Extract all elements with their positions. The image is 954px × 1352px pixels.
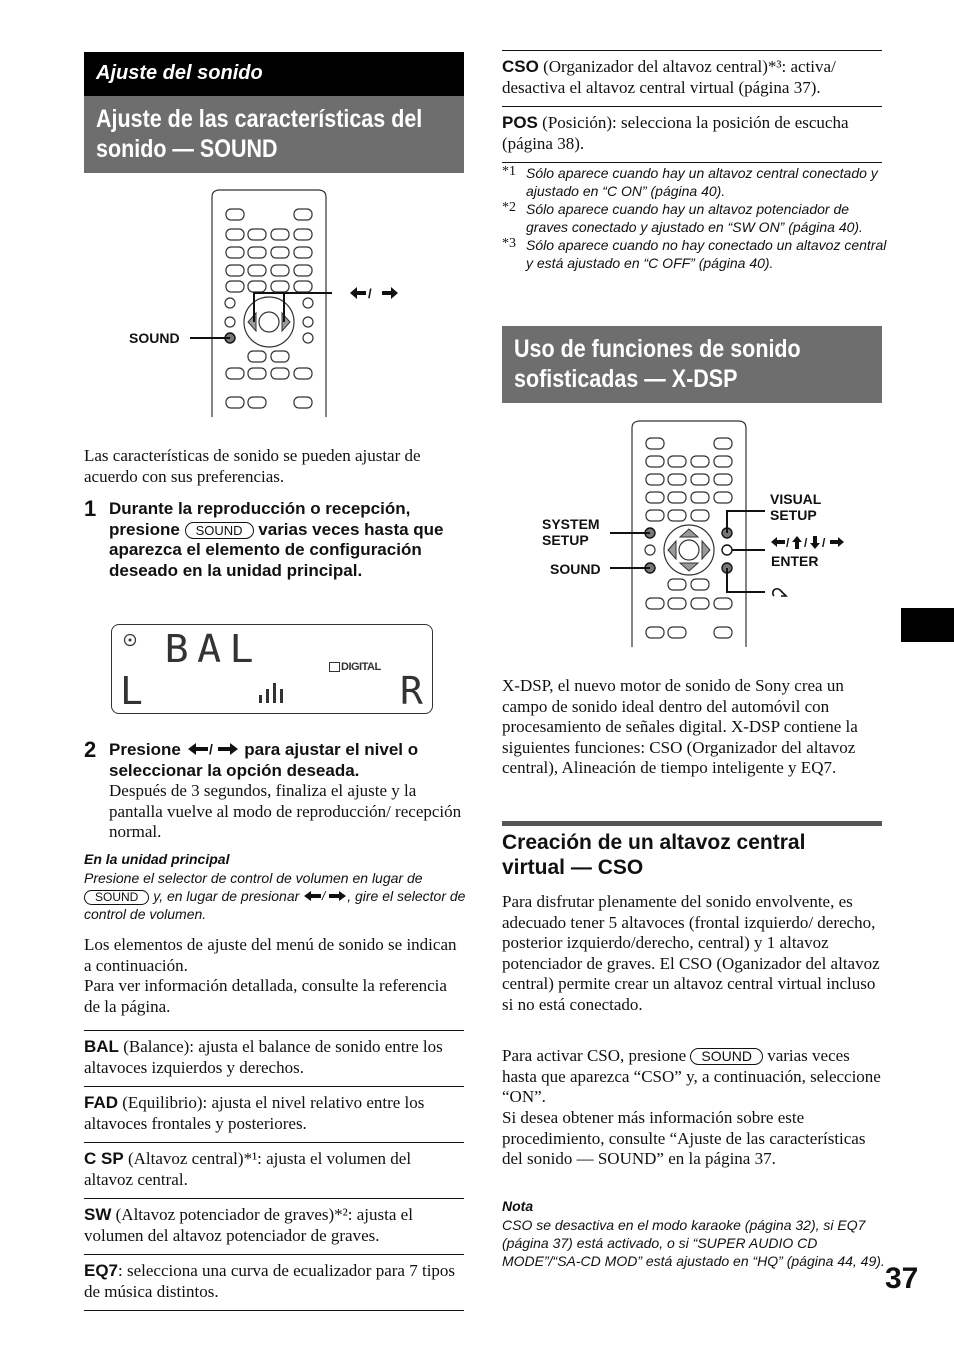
intro-text: Las características de sonido se pueden ajustar de acuerdo con sus preferencias.: [84, 446, 421, 486]
nota-text: CSO se desactiva en el modo karaoke (página 32), si EQ7 (página 37) está activado, o si “SUPER AUDIO CD MODE”/“SA-CD MOD” está ajustado en “HQ” (página 44, 49).: [502, 1217, 885, 1269]
label-line: SETUP: [542, 532, 589, 548]
footnote: [502, 236, 887, 272]
svg-text:/: /: [368, 286, 372, 301]
cso-paragraph-1: Para disfrutar plenamente del sonido envolvente, es adecuado tener 5 altavoces (frontal izquierdo/ derecho, posterior izquierdo/derecho, central) y 1 altavoz potenciador de graves. El CSO (Oganizador del altavoz central) permite crear un altavoz central virtual incluso si no está conectado.: [502, 892, 880, 1014]
step-number: 1: [84, 496, 97, 521]
list-item: [84, 1030, 464, 1086]
footnotes: [502, 164, 887, 272]
subheading-line: Creación de un altavoz central: [502, 831, 806, 854]
footnote-text: Sólo aparece cuando no hay conectado un altavoz central y está ajustado en “C OFF” (página 40).: [526, 237, 887, 271]
item-desc: (Balance): ajusta el balance de sonido entre los altavoces izquierdos y derechos.: [84, 1037, 443, 1077]
heading-line: Uso de funciones de sonido: [514, 335, 801, 363]
sound-key: SOUND: [84, 890, 149, 905]
step-2-post: para ajustar el nivel o seleccionar la opción deseada.: [109, 740, 419, 780]
list-item: [84, 1142, 464, 1198]
nota-title: Nota: [502, 1198, 534, 1214]
digital-text: DIGITAL: [341, 661, 381, 673]
note-text: [84, 869, 469, 923]
remote-illustration-xdsp: [600, 418, 880, 650]
item-desc: (Posición): selecciona la posición de escucha (página 38).: [502, 113, 849, 153]
cso-paragraph-3: Si desea obtener más información sobre este procedimiento, consulte “Ajuste de las características del sonido — SOUND” en la página 37.: [502, 1108, 866, 1168]
note-pre: Presione el selector de control de volumen en lugar de: [84, 870, 423, 886]
step-1-post: varias veces hasta que aparezca el elemento de configuración deseado en la unidad principal.: [109, 519, 444, 580]
list-item: [84, 1198, 464, 1254]
xdsp-description: X-DSP, el nuevo motor de sonido de Sony crea un campo de sonido ideal dentro del automóvil con procesamiento de señales digital. X-DSP contiene la siguientes funciones: CSO (Organizador del altavoz central), Alineación de tiempo inteligente y EQ7.: [502, 676, 858, 777]
svg-text:/: /: [786, 536, 790, 550]
svg-text:/: /: [804, 536, 808, 550]
items-intro-2: Para ver información detallada, consulte la referencia de la página.: [84, 976, 447, 1016]
item-desc: (Organizador del altavoz central)*³: activa/ desactiva el altavoz central virtual (página 37).: [502, 57, 836, 97]
item-key: EQ7: [84, 1261, 119, 1280]
footnote: [502, 164, 887, 200]
display-text: BAL: [164, 627, 262, 671]
list-item: [84, 1086, 464, 1142]
sound-items-list-continued: [502, 50, 882, 163]
item-desc: (Altavoz potenciador de graves)*²: ajusta el volumen del altavoz potenciador de graves.: [84, 1205, 413, 1245]
step-2-detail: Después de 3 segundos, finaliza el ajuste y la pantalla vuelve al modo de reproducción/ recepción normal.: [109, 781, 462, 841]
item-key: C SP: [84, 1149, 124, 1168]
list-item: [84, 1254, 464, 1310]
section-heading-xdsp: [502, 326, 882, 403]
footnote-mark: *3: [502, 236, 516, 251]
note-title: En la unidad principal: [84, 851, 230, 867]
step-1-pre: Durante la reproducción o recepción, presione: [109, 499, 411, 539]
cso-p2-pre: Para activar CSO, presione: [502, 1046, 687, 1065]
item-desc: (Equilibrio): ajusta el nivel relativo entre los altavoces frontales y posteriores.: [84, 1093, 425, 1133]
display-right-letter: R: [400, 669, 423, 713]
label-line: VISUAL: [770, 491, 822, 507]
remote-illustration-sound: [120, 185, 420, 420]
item-key: SW: [84, 1205, 112, 1224]
footnote-text: Sólo aparece cuando hay un altavoz potenciador de graves conectado y ajustado en “SW ON” (página 40).: [526, 201, 863, 235]
list-item: [502, 50, 882, 106]
step-2-text: [109, 740, 464, 781]
unit-display: [111, 624, 433, 714]
subheading-rule: [502, 821, 882, 826]
item-key: POS: [502, 113, 538, 132]
subheading-line: virtual — CSO: [502, 856, 644, 879]
list-item: [502, 106, 882, 162]
step-1-text: [109, 499, 464, 581]
footnote: [502, 200, 887, 236]
note-post: , gire el selector de control de volumen.: [84, 888, 466, 922]
sound-key: SOUND: [690, 1048, 763, 1065]
step-2-pre: Presione: [109, 740, 181, 759]
svg-text:/: /: [322, 890, 326, 902]
heading-line: sofisticadas — X-DSP: [514, 365, 738, 393]
dd-logo: [329, 662, 340, 672]
cso-paragraph-2: [502, 1046, 882, 1108]
item-desc: : selecciona una curva de ecualizador para 7 tipos de música distintos.: [84, 1261, 456, 1301]
items-intro: [84, 935, 464, 1017]
cso-p2-post: varias veces hasta que aparezca “CSO” y, a continuación, seleccione “ON”.: [502, 1046, 881, 1106]
items-intro-1: Los elementos de ajuste del menú de sonido se indican a continuación.: [84, 935, 457, 975]
digital-label: [329, 661, 381, 673]
level-indicator: [257, 677, 287, 705]
section-tab: Ajuste del sonido: [84, 52, 464, 96]
footnote-text: Sólo aparece cuando hay un altavoz central conectado y ajustado en “C ON” (página 40).: [526, 165, 878, 199]
display-left-letter: L: [120, 669, 143, 713]
item-key: CSO: [502, 57, 539, 76]
remote-label-visual-setup: [770, 491, 821, 523]
left-right-arrows-icon: [303, 890, 347, 902]
side-tab-marker: [901, 608, 954, 642]
footnote-mark: *2: [502, 200, 516, 215]
remote-label-enter: ENTER: [771, 553, 819, 569]
svg-text:/: /: [208, 742, 213, 756]
subheading-cso: [502, 830, 882, 880]
item-key: FAD: [84, 1093, 118, 1112]
footnote-mark: *1: [502, 164, 516, 179]
remote-label-sound: SOUND: [129, 330, 180, 346]
item-desc: (Altavoz central)*¹: ajusta el volumen del altavoz central.: [84, 1149, 412, 1189]
label-line: SETUP: [770, 507, 817, 523]
remote-label-system-setup: [542, 516, 600, 548]
heading-line: sonido — SOUND: [96, 135, 278, 163]
disc-icon: [122, 633, 138, 647]
sound-key: SOUND: [185, 522, 254, 539]
sound-items-list: [84, 1030, 464, 1311]
left-right-arrows-icon: [186, 742, 240, 756]
section-heading-sound: [84, 96, 464, 173]
item-key: BAL: [84, 1037, 119, 1056]
heading-line: Ajuste de las características del: [96, 105, 423, 133]
svg-text:/: /: [822, 536, 826, 550]
note-mid: y, en lugar de presionar: [153, 888, 300, 904]
remote-label-sound: SOUND: [550, 561, 601, 577]
page-number: 37: [885, 1262, 919, 1295]
step-number: 2: [84, 737, 97, 762]
label-line: SYSTEM: [542, 516, 600, 532]
